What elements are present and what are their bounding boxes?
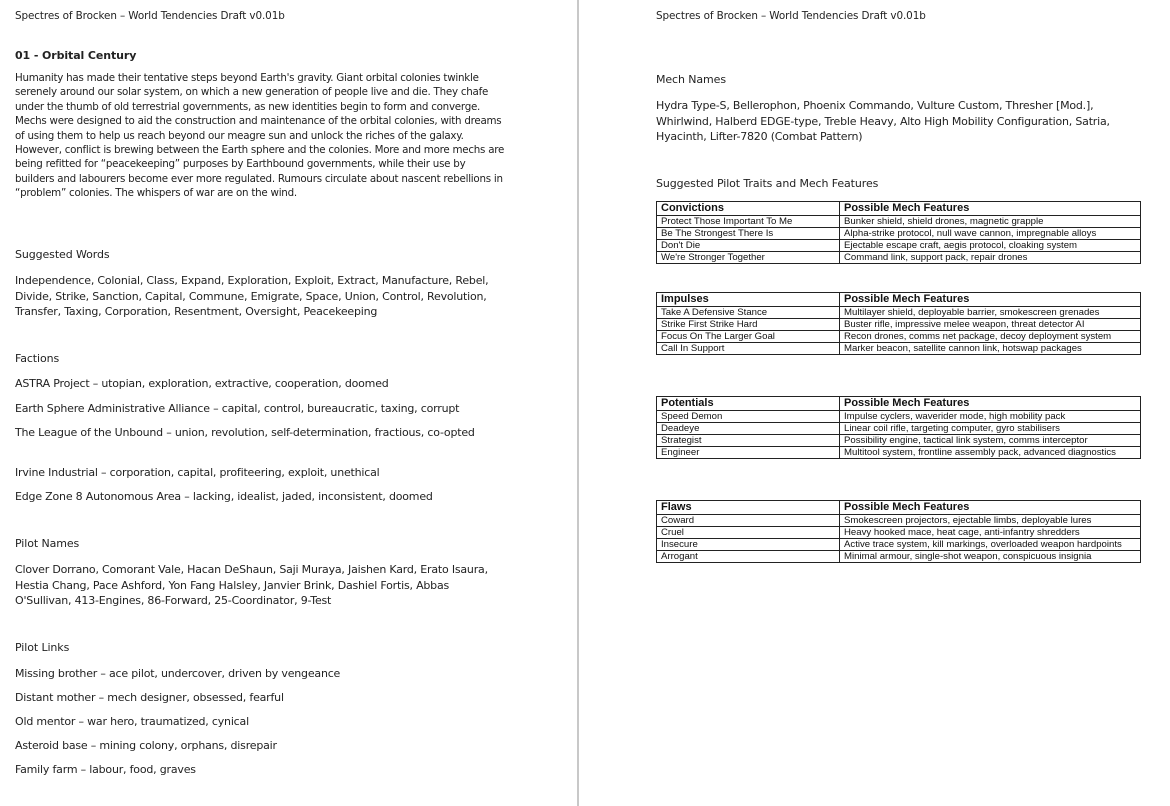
table-row (657, 539, 1141, 551)
features-cell: Command link, support pack, repair drones (840, 252, 1141, 264)
pilot-link-item: Asteroid base – mining colony, orphans, disrepair (15, 739, 277, 752)
trait-cell: Take A Defensive Stance (657, 307, 840, 319)
features-cell: Multitool system, frontline assembly pack, advanced diagnostics (840, 447, 1141, 459)
table-header-trait: Flaws (657, 501, 840, 515)
chapter-title: 01 - Orbital Century (15, 49, 137, 62)
pilot-links-heading: Pilot Links (15, 641, 70, 654)
trait-cell: Coward (657, 515, 840, 527)
table-header-features: Possible Mech Features (840, 293, 1141, 307)
features-cell: Active trace system, kill markings, overloaded weapon hardpoints (840, 539, 1141, 551)
intro-paragraph: Humanity has made their tentative steps beyond Earth's gravity. Giant orbital colonies twinkle serenely around our solar system, on which a new generation of people live and die. They chafe under the thumb of old terrestrial governments, as new identities begin to form and converge. Mechs were designed to aid the construction and maintenance of the orbital colonies, with dreams of using them to help us reach beyond our meagre sun and unlock the riches of the galaxy. However, conflict is brewing between the Earth sphere and the colonies. More and more mechs are being refitted for “peacekeeping” purposes by Earthbound governments, while their use by builders and labourers become ever more regulated. Rumours circulate about nascent rebellions in “problem” colonies. The whispers of war are on the wind. (15, 72, 505, 200)
trait-cell: Don't Die (657, 240, 840, 252)
table-row (657, 527, 1141, 539)
features-cell: Marker beacon, satellite cannon link, hotswap packages (840, 343, 1141, 355)
trait-cell: Protect Those Important To Me (657, 216, 840, 228)
pilot-link-item: Missing brother – ace pilot, undercover, driven by vengeance (15, 667, 341, 680)
faction-item: Irvine Industrial – corporation, capital, profiteering, exploit, unethical (15, 466, 380, 479)
features-cell: Bunker shield, shield drones, magnetic grapple (840, 216, 1141, 228)
trait-cell: Strategist (657, 435, 840, 447)
factions-heading: Factions (15, 352, 60, 365)
mech-names-text: Hydra Type-S, Bellerophon, Phoenix Commando, Vulture Custom, Thresher [Mod.], Whirlwind, Halberd EDGE-type, Treble Heavy, Alto High Mobility Configuration, Satria, Hyacinth, Lifter-7820 (Combat Pattern) (656, 99, 1110, 144)
faction-item: Earth Sphere Administrative Alliance – capital, control, bureaucratic, taxing, corrupt (15, 402, 460, 415)
features-cell: Alpha-strike protocol, null wave cannon, impregnable alloys (840, 228, 1141, 240)
trait-cell: Be The Strongest There Is (657, 228, 840, 240)
table-row (657, 435, 1141, 447)
trait-cell: Arrogant (657, 551, 840, 563)
pilot-link-item: Old mentor – war hero, traumatized, cynical (15, 715, 249, 728)
suggested-words-text: Independence, Colonial, Class, Expand, Exploration, Exploit, Extract, Manufacture, Rebel, Divide, Strike, Sanction, Capital, Commune, Emigrate, Space, Union, Control, Revolution, Transfer, Taxing, Corporation, Resentment, Oversight, Peacekeeping (15, 274, 489, 319)
table-row (657, 240, 1141, 252)
trait-cell: Call In Support (657, 343, 840, 355)
page-header: Spectres of Brocken – World Tendencies Draft v0.01b (15, 10, 285, 22)
table-row (657, 515, 1141, 527)
features-cell: Multilayer shield, deployable barrier, smokescreen grenades (840, 307, 1141, 319)
trait-cell: Speed Demon (657, 411, 840, 423)
table-header-features: Possible Mech Features (840, 501, 1141, 515)
features-cell: Linear coil rifle, targeting computer, gyro stabilisers (840, 423, 1141, 435)
mech-names-heading: Mech Names (656, 73, 726, 86)
table-header-row (657, 501, 1141, 515)
traits-heading: Suggested Pilot Traits and Mech Features (656, 177, 879, 190)
trait-cell: Focus On The Larger Goal (657, 331, 840, 343)
features-cell: Recon drones, comms net package, decoy deployment system (840, 331, 1141, 343)
table-row (657, 343, 1141, 355)
table-row (657, 319, 1141, 331)
table-row (657, 252, 1141, 264)
page-header: Spectres of Brocken – World Tendencies Draft v0.01b (656, 10, 926, 22)
features-cell: Impulse cyclers, waverider mode, high mobility pack (840, 411, 1141, 423)
trait-cell: We're Stronger Together (657, 252, 840, 264)
features-cell: Minimal armour, single-shot weapon, conspicuous insignia (840, 551, 1141, 563)
trait-cell: Cruel (657, 527, 840, 539)
table-header-trait: Potentials (657, 397, 840, 411)
table-header-row (657, 202, 1141, 216)
convictions-table (656, 201, 1141, 264)
pilot-link-item: Family farm – labour, food, graves (15, 763, 196, 776)
table-row (657, 411, 1141, 423)
table-row (657, 307, 1141, 319)
table-row (657, 228, 1141, 240)
potentials-table (656, 396, 1141, 459)
features-cell: Smokescreen projectors, ejectable limbs, deployable lures (840, 515, 1141, 527)
features-cell: Ejectable escape craft, aegis protocol, cloaking system (840, 240, 1141, 252)
table-row (657, 551, 1141, 563)
table-header-trait: Impulses (657, 293, 840, 307)
table-row (657, 423, 1141, 435)
table-header-row (657, 397, 1141, 411)
trait-cell: Insecure (657, 539, 840, 551)
features-cell: Heavy hooked mace, heat cage, anti-infantry shredders (840, 527, 1141, 539)
table-header-features: Possible Mech Features (840, 397, 1141, 411)
flaws-table (656, 500, 1141, 563)
table-row (657, 331, 1141, 343)
table-header-features: Possible Mech Features (840, 202, 1141, 216)
table-header-trait: Convictions (657, 202, 840, 216)
faction-item: Edge Zone 8 Autonomous Area – lacking, idealist, jaded, inconsistent, doomed (15, 490, 433, 503)
features-cell: Possibility engine, tactical link system, comms interceptor (840, 435, 1141, 447)
pilot-names-text: Clover Dorrano, Comorant Vale, Hacan DeShaun, Saji Muraya, Jaishen Kard, Erato Isaura, Hestia Chang, Pace Ashford, Yon Fang Halsley, Janvier Brink, Dashiel Fortis, Abbas O'Sullivan, 413-Engines, 86-Forward, 25-Coordinator, 9-Test (15, 563, 488, 608)
faction-item: The League of the Unbound – union, revolution, self-determination, fractious, co-opted (15, 426, 475, 439)
table-row (657, 447, 1141, 459)
table-header-row (657, 293, 1141, 307)
table-row (657, 216, 1141, 228)
impulses-table (656, 292, 1141, 355)
pilot-names-heading: Pilot Names (15, 537, 80, 550)
pilot-link-item: Distant mother – mech designer, obsessed, fearful (15, 691, 284, 704)
faction-item: ASTRA Project – utopian, exploration, extractive, cooperation, doomed (15, 377, 389, 390)
trait-cell: Deadeye (657, 423, 840, 435)
trait-cell: Strike First Strike Hard (657, 319, 840, 331)
suggested-words-heading: Suggested Words (15, 248, 110, 261)
trait-cell: Engineer (657, 447, 840, 459)
features-cell: Buster rifle, impressive melee weapon, threat detector AI (840, 319, 1141, 331)
